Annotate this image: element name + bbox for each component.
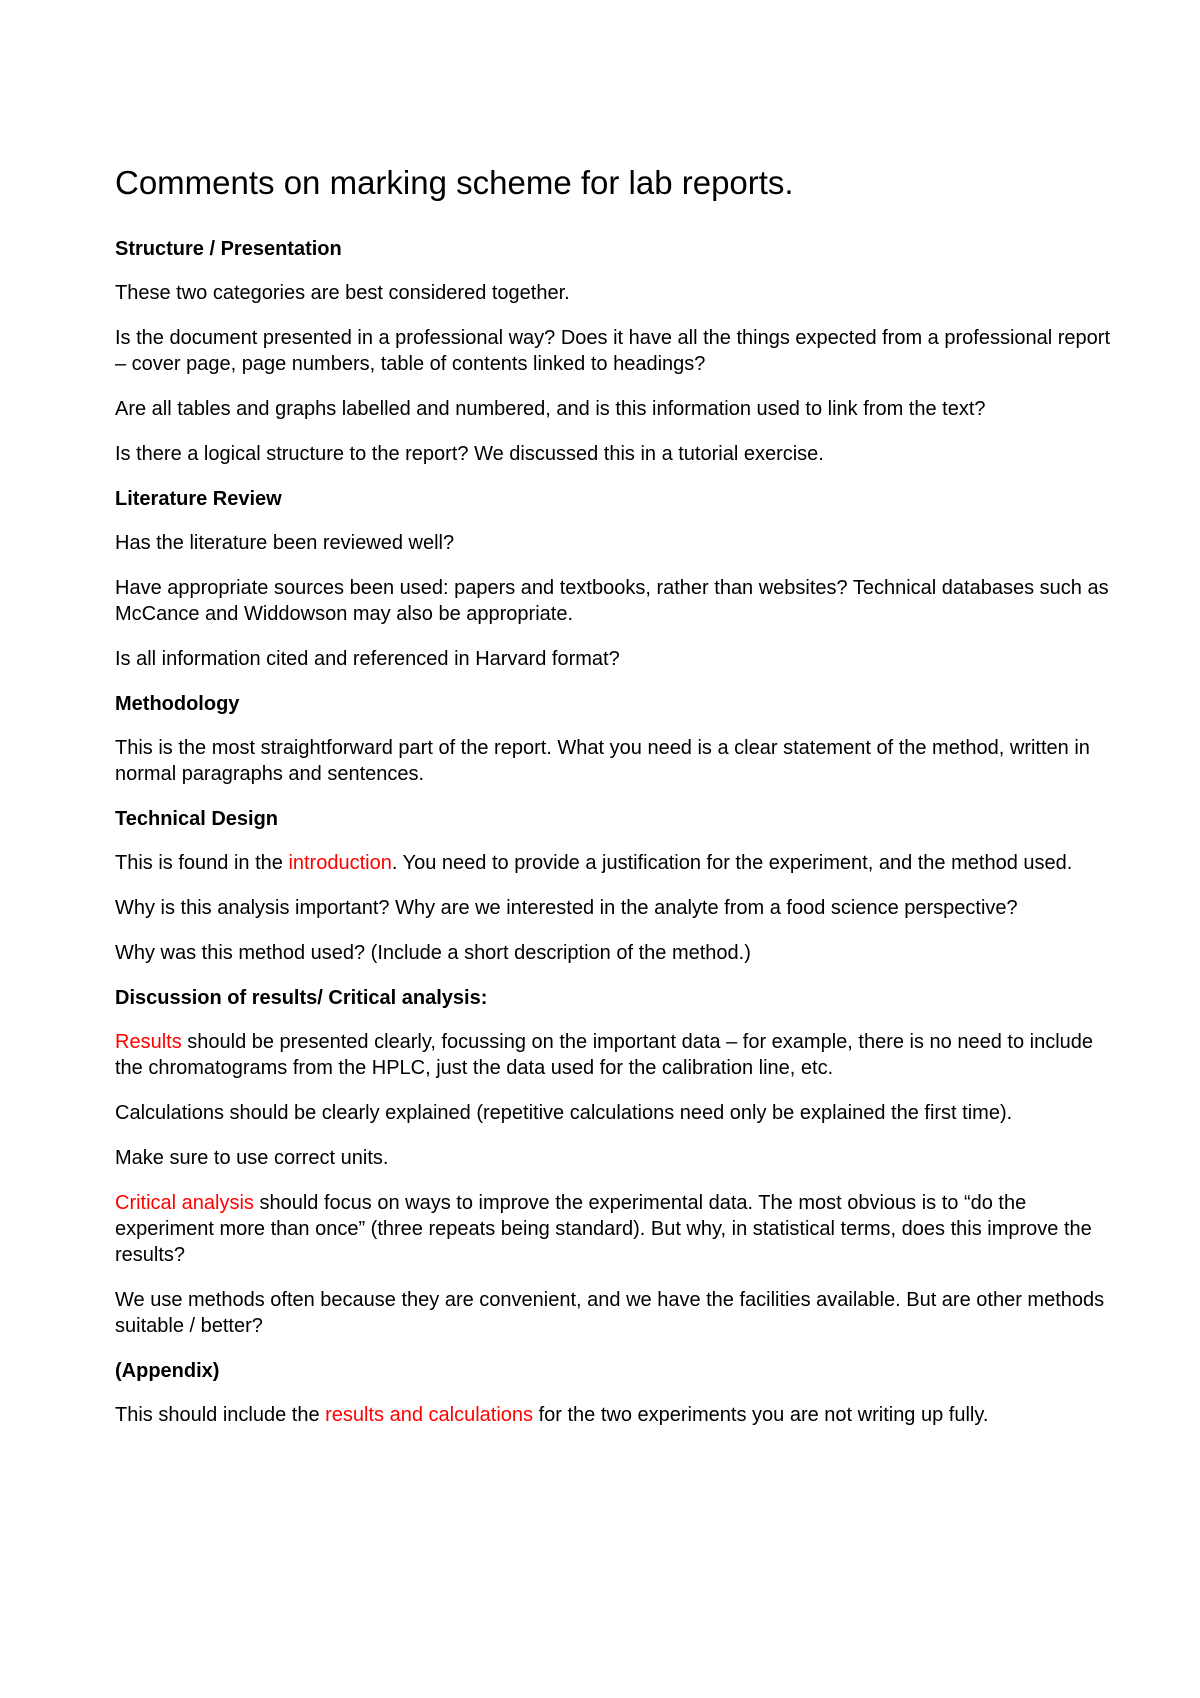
paragraph: Why was this method used? (Include a short description of the method.) [115,941,751,964]
paragraph: Is the document presented in a professional way? Does it have all the things expected from a professional report – cover page, page numbers, table of contents linked to headings? [115,326,1111,375]
highlighted-text: results and calculations [325,1403,534,1426]
page-title: Comments on marking scheme for lab reports. [115,164,794,201]
paragraph [115,1402,1110,1428]
section-heading-literature: Literature Review [115,487,282,510]
paragraph: These two categories are best considered together. [115,281,570,304]
highlighted-text: Critical analysis [115,1191,254,1214]
paragraph: Why is this analysis important? Why are we interested in the analyte from a food science perspective? [115,896,1018,919]
highlighted-text: Results [115,1030,182,1053]
paragraph [115,1029,1110,1081]
paragraph: We use methods often because they are convenient, and we have the facilities available. But are other methods suitable / better? [115,1288,1105,1337]
section-heading-structure: Structure / Presentation [115,237,342,260]
paragraph: Has the literature been reviewed well? [115,531,455,554]
text-run: should focus on ways to improve the experimental data. The most obvious is to “do the experiment more than once” (three repeats being standard). But why, in statistical terms, does this improve the results? [115,1191,1092,1266]
text-run: This should include the [115,1403,326,1426]
text-run: should be presented clearly, focussing on the important data – for example, there is no need to include the chromatograms from the HPLC, just the data used for the calibration line, etc. [115,1030,1094,1079]
paragraph [115,1190,1110,1268]
paragraph: Are all tables and graphs labelled and numbered, and is this information used to link from the text? [115,397,986,420]
paragraph [115,850,1110,876]
section-heading-methodology: Methodology [115,692,240,715]
text-run: . You need to provide a justification for the experiment, and the method used. [391,851,1073,874]
highlighted-text: introduction [288,851,392,874]
paragraph: Is there a logical structure to the report? We discussed this in a tutorial exercise. [115,442,824,465]
section-heading-discussion: Discussion of results/ Critical analysis: [115,986,488,1009]
section-heading-appendix: (Appendix) [115,1359,220,1382]
paragraph: This is the most straightforward part of the report. What you need is a clear statement of the method, written in normal paragraphs and sentences. [115,736,1090,785]
section-heading-technical-design: Technical Design [115,807,279,830]
paragraph: Have appropriate sources been used: papers and textbooks, rather than websites? Technical databases such as McCance and Widdowson may also be appropriate. [115,576,1109,625]
paragraph: Make sure to use correct units. [115,1146,389,1169]
paragraph: Calculations should be clearly explained (repetitive calculations need only be explained the first time). [115,1101,1013,1124]
text-run: This is found in the [115,851,289,874]
paragraph: Is all information cited and referenced in Harvard format? [115,647,620,670]
text-run: for the two experiments you are not writing up fully. [533,1403,989,1426]
